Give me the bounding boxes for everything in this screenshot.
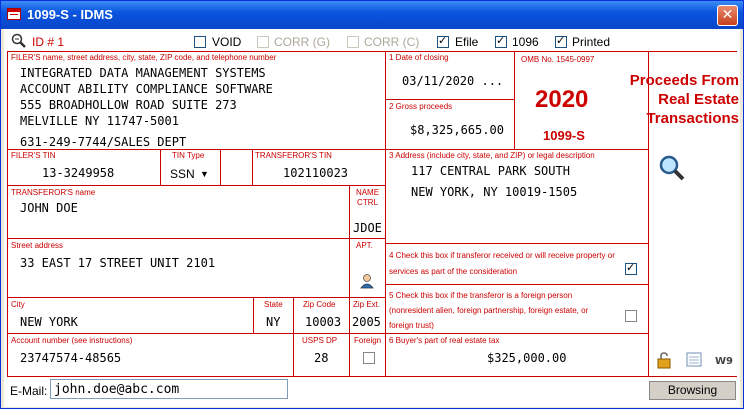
box5-checkbox[interactable] bbox=[625, 310, 637, 322]
name-ctrl-caption: NAME CTRL bbox=[355, 188, 380, 207]
apt-caption: APT. bbox=[356, 241, 373, 250]
corr-g-label[interactable]: CORR (G) bbox=[274, 35, 330, 49]
w9-icon[interactable] bbox=[714, 351, 734, 369]
state-value[interactable]: NY bbox=[266, 315, 281, 329]
zip-caption: Zip Code bbox=[303, 300, 336, 309]
foreign-checkbox[interactable] bbox=[363, 352, 375, 364]
box4-caption: 4 Check this box if transferor received or will receive property or services as part of the consideration bbox=[389, 251, 615, 276]
transferor-name-value[interactable]: JOHN DOE bbox=[20, 201, 78, 215]
box4-checkbox[interactable] bbox=[625, 263, 637, 275]
close-icon: ✕ bbox=[721, 7, 734, 23]
foreign-caption: Foreign bbox=[354, 336, 382, 345]
efile-label[interactable]: Efile bbox=[455, 35, 479, 49]
form-name: 1099-S bbox=[543, 128, 585, 143]
buyers-real-estate-tax[interactable]: $325,000.00 bbox=[487, 351, 567, 365]
browsing-button[interactable]: Browsing bbox=[649, 381, 736, 400]
contact-person-icon[interactable] bbox=[359, 273, 375, 289]
street-address-value[interactable]: 33 EAST 17 STREET UNIT 2101 bbox=[20, 256, 216, 270]
gross-proceeds[interactable]: $8,325,665.00 bbox=[410, 123, 504, 137]
omb-number: OMB No. 1545-0997 bbox=[521, 55, 595, 64]
svg-text:W9: W9 bbox=[715, 356, 733, 367]
void-label[interactable]: VOID bbox=[212, 35, 242, 49]
corr-c-label[interactable]: CORR (C) bbox=[364, 35, 420, 49]
corr-c-checkbox[interactable] bbox=[347, 36, 359, 48]
filer-line-4[interactable]: MELVILLE NY 11747-5001 bbox=[20, 114, 179, 128]
search-id-icon[interactable] bbox=[11, 33, 27, 49]
printed-label[interactable]: Printed bbox=[572, 35, 611, 49]
city-value[interactable]: NEW YORK bbox=[20, 315, 78, 329]
usps-dp-value[interactable]: 28 bbox=[314, 351, 329, 365]
email-input[interactable] bbox=[50, 379, 288, 399]
transferor-name-caption: TRANSFEROR'S name bbox=[11, 188, 96, 197]
property-address-line-1[interactable]: 117 CENTRAL PARK SOUTH bbox=[411, 164, 570, 178]
tin-type-caption: TIN Type bbox=[172, 151, 205, 160]
transferor-tin-value[interactable]: 102110023 bbox=[283, 166, 349, 180]
property-address-line-2[interactable]: NEW YORK, NY 10019-1505 bbox=[411, 185, 578, 199]
void-checkbox[interactable] bbox=[194, 36, 206, 48]
account-number-value[interactable]: 23747574-48565 bbox=[20, 351, 122, 365]
email-value: john.doe@abc.com bbox=[54, 382, 180, 397]
filer-line-2[interactable]: ACCOUNT ABILITY COMPLIANCE SOFTWARE bbox=[20, 82, 273, 96]
form-title: Proceeds From Real Estate Transactions bbox=[629, 72, 739, 127]
notes-icon[interactable] bbox=[685, 351, 703, 369]
form-1096-label[interactable]: 1096 bbox=[512, 35, 539, 49]
box3-caption: 3 Address (include city, state, and ZIP) or legal description bbox=[389, 151, 595, 160]
filer-line-3[interactable]: 555 BROADHOLLOW ROAD SUITE 273 bbox=[20, 98, 237, 112]
tax-year: 2020 bbox=[535, 86, 589, 113]
form-1099s bbox=[7, 51, 737, 377]
title-bar[interactable] bbox=[1, 1, 743, 29]
filer-tin-value[interactable]: 13-3249958 bbox=[42, 166, 115, 180]
account-caption: Account number (see instructions) bbox=[11, 336, 133, 345]
zip-value[interactable]: 10003 bbox=[305, 315, 342, 329]
printed-checkbox[interactable] bbox=[555, 36, 567, 48]
zip-ext-caption: Zip Ext. bbox=[353, 300, 381, 309]
box6-caption: 6 Buyer's part of real estate tax bbox=[389, 336, 500, 345]
state-caption: State bbox=[264, 300, 283, 309]
filer-tin-caption: FILER'S TIN bbox=[11, 151, 56, 160]
email-label: E-Mail: bbox=[10, 384, 48, 398]
transferor-tin-caption: TRANSFEROR'S TIN bbox=[255, 151, 332, 160]
corr-g-checkbox[interactable] bbox=[257, 36, 269, 48]
street-caption: Street address bbox=[11, 241, 64, 250]
id-label: ID # 1 bbox=[32, 35, 65, 49]
window-title: 1099-S - IDMS bbox=[27, 7, 113, 22]
box2-caption: 2 Gross proceeds bbox=[389, 102, 453, 111]
city-caption: City bbox=[11, 300, 25, 309]
dropdown-arrow-icon[interactable]: ▼ bbox=[200, 169, 209, 179]
form-content bbox=[4, 29, 740, 407]
lock-icon[interactable] bbox=[655, 351, 673, 369]
tin-type-select[interactable]: SSN bbox=[170, 167, 195, 181]
zip-ext-value[interactable]: 2005 bbox=[352, 315, 381, 329]
filer-line-5[interactable]: 631-249-7744/SALES DEPT bbox=[20, 135, 187, 149]
box1-caption: 1 Date of closing bbox=[389, 53, 449, 62]
form-1096-checkbox[interactable] bbox=[495, 36, 507, 48]
usps-caption: USPS DP bbox=[302, 336, 338, 345]
box5-caption: 5 Check this box if the transferor is a foreign person (nonresident alien, foreign partnership, foreign estate, or foreign trust) bbox=[389, 291, 589, 330]
filer-line-1[interactable]: INTEGRATED DATA MANAGEMENT SYSTEMS bbox=[20, 66, 266, 80]
close-button[interactable] bbox=[717, 5, 738, 26]
name-ctrl-value[interactable]: JDOE bbox=[353, 221, 382, 235]
lookup-magnifier-icon[interactable] bbox=[658, 154, 686, 182]
filer-caption: FILER'S name, street address, city, state, ZIP code, and telephone number bbox=[11, 53, 277, 62]
app-icon bbox=[7, 8, 21, 20]
efile-checkbox[interactable] bbox=[437, 36, 449, 48]
date-of-closing[interactable]: 03/11/2020 ... bbox=[402, 74, 504, 88]
